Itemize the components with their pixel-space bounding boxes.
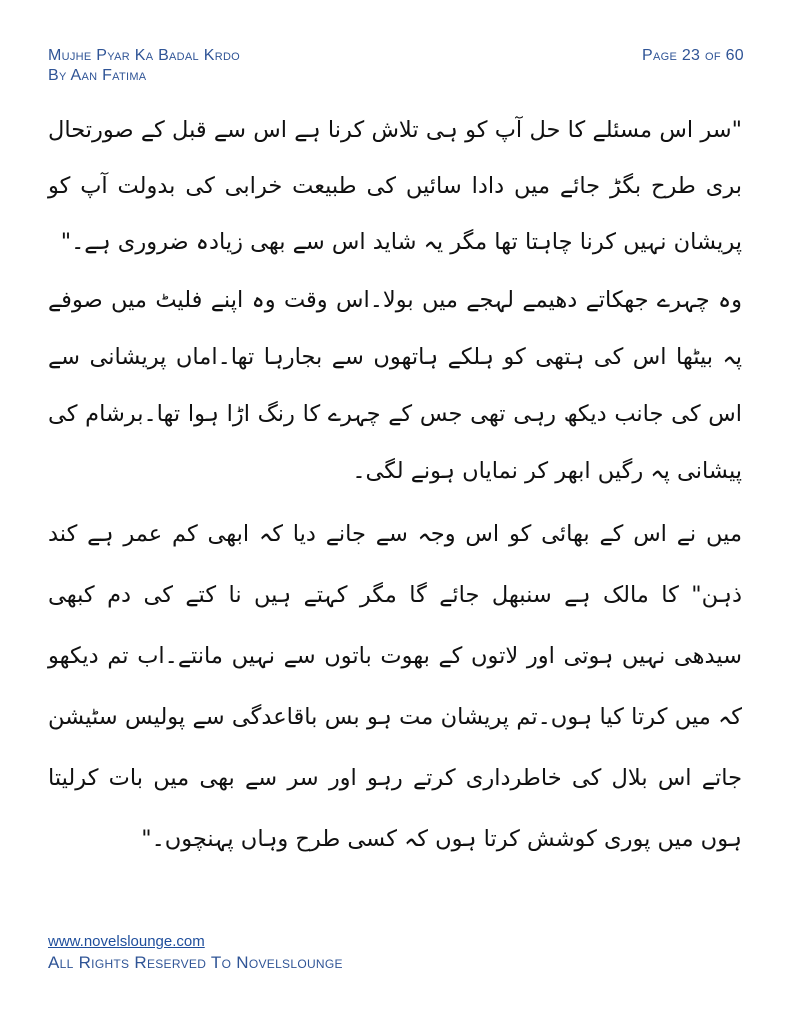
paragraph-1: "سر اس مسئلے کا حل آپ کو ہی تلاش کرنا ہے اس سے قبل کے صورتحال بری طرح بگڑ جائے میں دادا سائیں کی طبیعت خرابی کی بدولت آپ کو پریشان نہیں کرنا چاہتا تھا مگر یہ شاید اس سے بھی زیادہ ضروری ہے۔" (48, 117, 742, 255)
novel-title: Mujhe Pyar Ka Badal Krdo (48, 47, 241, 64)
website-link[interactable]: www.novelslounge.com (48, 933, 205, 950)
paragraph-3: میں نے اس کے بھائی کو اس وجہ سے جانے دیا کہ ابھی کم عمر ہے کند ذہن" کا مالک ہے سنبھل جائے گا مگر کہتے ہیں نا کتے کی دم کبھی سیدھی نہیں ہوتی اور لاتوں کے بھوت باتوں سے نہیں مانتے۔اب تم دیکھو کہ میں کرتا کیا ہوں۔تم پریشان مت ہو بس باقاعدگی سے پولیس سٹیشن جاتے اس بلال کی خاطرداری کرتے رہو اور سر سے بھی میں بات کرلیتا ہوں میں پوری کوشش کرتا ہوں کہ کسی طرح وہاں پہنچوں۔" (48, 521, 742, 852)
rights-notice: All Rights Reserved To Novelslounge (48, 953, 343, 972)
page-footer (48, 932, 343, 974)
author-line: By Aan Fatima (48, 67, 147, 84)
story-text (48, 102, 742, 870)
paragraph-2: وہ چہرے جھکاتے دھیمے لہجے میں بولا۔اس وقت وہ اپنے فلیٹ میں صوفے پہ بیٹھا اس کی ہتھی کو ہلکے ہاتھوں سے بجارہا تھا۔اماں پریشانی سے اس کی جانب دیکھ رہی تھی جس کے چہرے کا رنگ اڑا ہوا تھا۔برشام کی پیشانی پہ رگیں ابھر کر نمایاں ہونے لگی۔ (48, 287, 742, 484)
page-indicator: Page 23 of 60 (641, 47, 744, 64)
